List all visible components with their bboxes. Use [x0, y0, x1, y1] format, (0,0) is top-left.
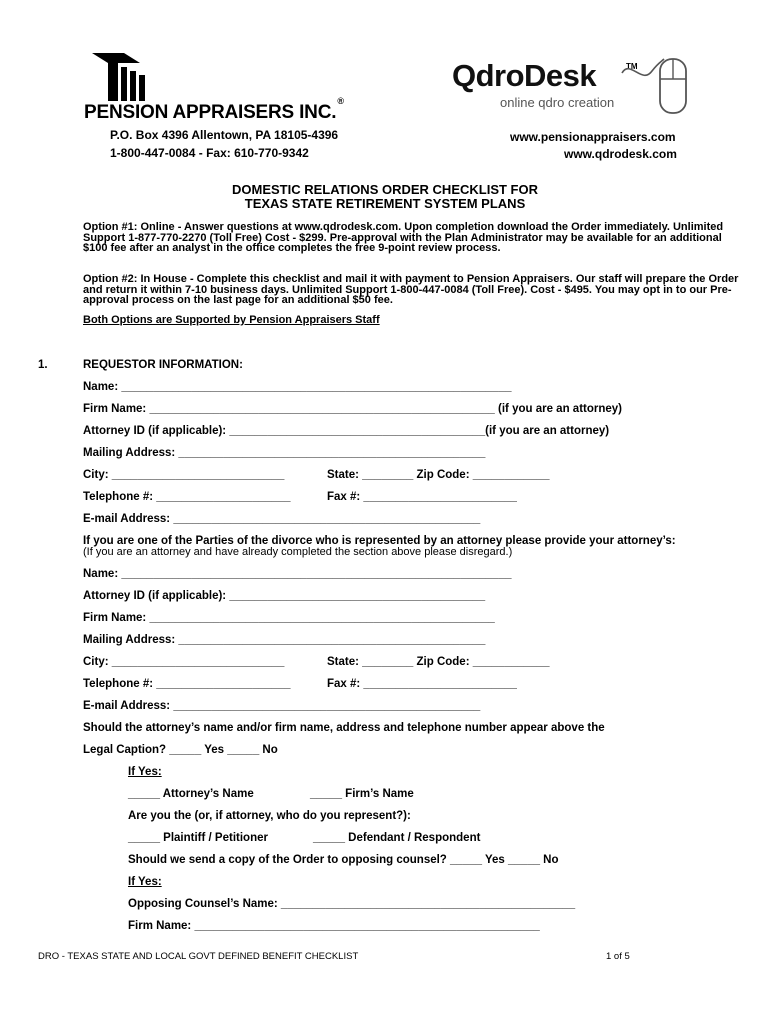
if-yes-label-1: If Yes: — [128, 766, 162, 778]
requestor-mailing-address-field[interactable]: Mailing Address: ________________________________________________ — [83, 447, 486, 459]
represent-question: Are you the (or, if attorney, who do you represent?): — [128, 810, 411, 822]
if-yes-label-2: If Yes: — [128, 876, 162, 888]
requestor-name-field[interactable]: Name: _____________________________________________________________ — [83, 381, 512, 393]
plaintiff-option[interactable]: _____ Plaintiff / Petitioner — [128, 832, 268, 844]
footer-document-name: DRO - TEXAS STATE AND LOCAL GOVT DEFINED BENEFIT CHECKLIST — [38, 951, 359, 962]
footer-page-number: 1 of 5 — [606, 951, 630, 962]
pension-appraisers-logo-icon — [92, 53, 150, 101]
opposing-copy-question[interactable]: Should we send a copy of the Order to opposing counsel? _____ Yes _____ No — [128, 854, 559, 866]
trademark-mark: TM — [626, 62, 638, 71]
represented-instruction: If you are one of the Parties of the divorce who is represented by an attorney please provide your attorney’s: — [83, 535, 676, 547]
registered-mark: ® — [337, 96, 344, 106]
opposing-counsel-name-field[interactable]: Opposing Counsel’s Name: ______________________________________________ — [128, 898, 576, 910]
requestor-fax-field[interactable]: Fax #: ________________________ — [327, 491, 517, 503]
attorney-mailing-address-field[interactable]: Mailing Address: ________________________________________________ — [83, 634, 486, 646]
requestor-email-field[interactable]: E-mail Address: ________________________________________________ — [83, 513, 481, 525]
company-name: PENSION APPRAISERS INC.® — [84, 96, 344, 123]
website-pension-appraisers[interactable]: www.pensionappraisers.com — [510, 130, 676, 144]
option-1-description: Option #1: Online - Answer questions at www.qdrodesk.com. Upon completion download the Order immediately. Unlimited Support 1-877-770-2270 (Toll Free) Cost - $299. Pre-approval with the Plan Administrator may be available for an additional $100 fee after an analyst in the office completes the free 9-point review process. — [83, 221, 724, 254]
both-options-note: Both Options are Supported by Pension Appraisers Staff — [83, 314, 380, 326]
attorney-firm-name-field[interactable]: Firm Name: ______________________________________________________ — [83, 612, 495, 624]
defendant-option[interactable]: _____ Defendant / Respondent — [313, 832, 481, 844]
section-number: 1. — [38, 359, 48, 371]
attorney-name-field[interactable]: Name: _____________________________________________________________ — [83, 568, 512, 580]
company-phone: 1-800-447-0084 - Fax: 610-770-9342 — [110, 146, 309, 160]
document-title-line2: TEXAS STATE RETIREMENT SYSTEM PLANS — [244, 196, 526, 211]
attorney-city-field[interactable]: City: ___________________________ — [83, 656, 285, 668]
represented-note: (If you are an attorney and have already completed the section above please disregard.) — [83, 546, 513, 558]
firms-name-option[interactable]: _____ Firm’s Name — [310, 788, 414, 800]
attorney-telephone-field[interactable]: Telephone #: _____________________ — [83, 678, 291, 690]
legal-caption-yes-no[interactable]: Legal Caption? _____ Yes _____ No — [83, 744, 278, 756]
requestor-firm-name-field[interactable]: Firm Name: ______________________________________________________ (if you are an attorney) — [83, 403, 622, 415]
document-title-line1: DOMESTIC RELATIONS ORDER CHECKLIST FOR — [232, 182, 538, 197]
requestor-state-zip-field[interactable]: State: ________ Zip Code: ____________ — [327, 469, 550, 481]
attorney-email-field[interactable]: E-mail Address: ________________________________________________ — [83, 700, 481, 712]
attorney-fax-field[interactable]: Fax #: ________________________ — [327, 678, 517, 690]
attorney-id-field[interactable]: Attorney ID (if applicable): ________________________________________ — [83, 590, 486, 602]
requestor-telephone-field[interactable]: Telephone #: _____________________ — [83, 491, 291, 503]
website-qdrodesk[interactable]: www.qdrodesk.com — [564, 147, 677, 161]
requestor-city-field[interactable]: City: ___________________________ — [83, 469, 285, 481]
qdrodesk-tagline: online qdro creation — [500, 95, 615, 110]
qdrodesk-logo-text: QdroDesk — [452, 58, 597, 93]
attorney-state-zip-field[interactable]: State: ________ Zip Code: ____________ — [327, 656, 550, 668]
company-address: P.O. Box 4396 Allentown, PA 18105-4396 — [110, 128, 339, 142]
opposing-firm-name-field[interactable]: Firm Name: ______________________________________________________ — [128, 920, 540, 932]
section-heading: REQUESTOR INFORMATION: — [83, 359, 243, 371]
computer-mouse-icon — [620, 55, 690, 117]
legal-caption-question: Should the attorney’s name and/or firm name, address and telephone number appear above the — [83, 722, 605, 734]
attorneys-name-option[interactable]: _____ Attorney’s Name — [128, 788, 254, 800]
option-2-description: Option #2: In House - Complete this checklist and mail it with payment to Pension Appraisers. Our staff will prepare the Order and return it within 7-10 business days. Unlimited Support 1-800-447-0084 (Toll Free). Cost - $495. You may opt in to our Pre-approval process on the last page for an additional $50 fee. — [83, 273, 739, 306]
requestor-attorney-id-field[interactable]: Attorney ID (if applicable): ________________________________________(if you are an attorney) — [83, 425, 610, 437]
